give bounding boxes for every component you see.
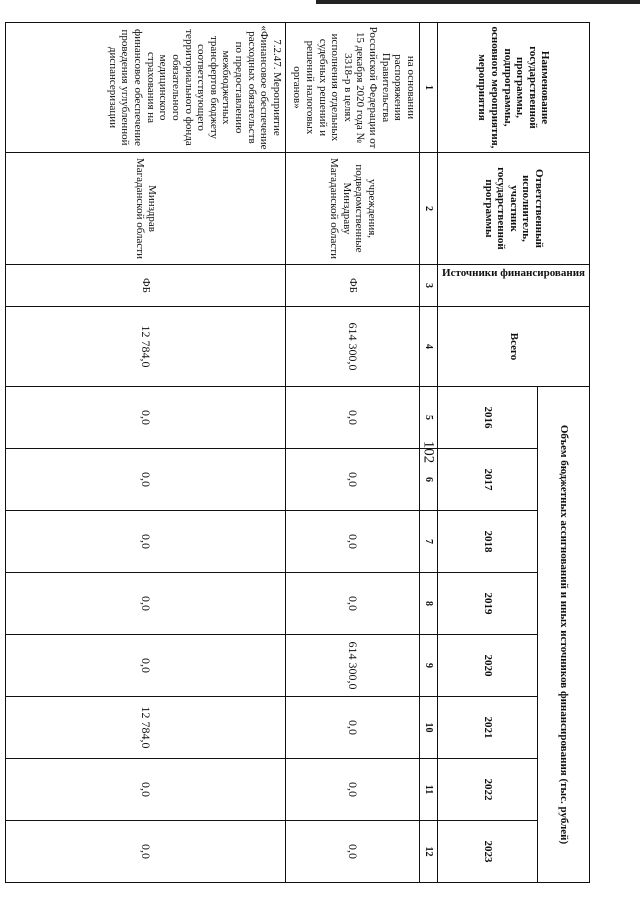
row-name-cell: на основании распоряжения Правительства Российской Федерации от 15 декабря 2020 года № 3318-р в целях исполнения отдельных судебных решений и решений налоговых органов» — [286, 23, 420, 153]
column-number-row — [420, 23, 438, 883]
column-number: 11 — [420, 759, 438, 821]
header-year: 2021 — [438, 697, 538, 759]
header-source-text: Источники финансирования — [442, 267, 585, 279]
header-year: 2022 — [438, 759, 538, 821]
header-total: Всего — [438, 307, 590, 387]
column-number: 2 — [420, 153, 438, 265]
row-name-cell: 7.2.47. Мероприятие «Финансовое обеспечение расходных обязательств по предоставлению межбюджетных трансфертов бюджету соответствующего территориального фонда обязательного медицинского страхования на финансовое обеспечение проведения углубленной диспансеризации — [6, 23, 286, 153]
column-number: 3 — [420, 265, 438, 307]
row-value-cell: 0,0 — [286, 511, 420, 573]
row-value-cell: 0,0 — [6, 821, 286, 883]
header-executor: Ответственный исполнитель, участник государственной программы — [438, 153, 590, 265]
financing-table — [5, 22, 590, 883]
header-row-group — [538, 23, 590, 883]
row-value-cell: 0,0 — [6, 387, 286, 449]
row-value-cell: 0,0 — [6, 759, 286, 821]
header-year: 2017 — [438, 449, 538, 511]
column-number: 6 — [420, 449, 438, 511]
row-total-cell: 614 300,0 — [286, 307, 420, 387]
header-year: 2016 — [438, 387, 538, 449]
row-value-cell: 12 784,0 — [6, 697, 286, 759]
row-value-cell: 0,0 — [286, 449, 420, 511]
row-value-cell: 0,0 — [286, 759, 420, 821]
row-value-cell: 0,0 — [286, 821, 420, 883]
column-number: 7 — [420, 511, 438, 573]
row-value-cell: 0,0 — [6, 511, 286, 573]
column-number: 12 — [420, 821, 438, 883]
column-number: 9 — [420, 635, 438, 697]
page-number: 102 — [420, 440, 437, 464]
header-source — [438, 265, 590, 307]
top-rule — [316, 0, 640, 4]
column-number: 10 — [420, 697, 438, 759]
header-name: Наименование государственной программы, подпрограммы, основного мероприятия, мероприятия — [438, 23, 590, 153]
row-value-cell: 0,0 — [286, 697, 420, 759]
row-value-cell: 614 300,0 — [286, 635, 420, 697]
row-value-cell: 0,0 — [286, 387, 420, 449]
column-number: 4 — [420, 307, 438, 387]
header-year: 2018 — [438, 511, 538, 573]
financing-table-container — [40, 22, 590, 882]
table-row — [286, 23, 420, 883]
row-total-cell: 12 784,0 — [6, 307, 286, 387]
row-source-cell: ФБ — [6, 265, 286, 307]
column-number: 5 — [420, 387, 438, 449]
row-executor-cell: Минздрав Магаданской области — [6, 153, 286, 265]
row-value-cell: 0,0 — [286, 573, 420, 635]
row-value-cell: 0,0 — [6, 635, 286, 697]
row-value-cell: 0,0 — [6, 449, 286, 511]
row-source-cell: ФБ — [286, 265, 420, 307]
table-row — [6, 23, 286, 883]
header-year: 2023 — [438, 821, 538, 883]
header-funding-group: Объем бюджетных ассигнований и иных источников финансирования (тыс. рублей) — [538, 387, 590, 883]
header-year: 2020 — [438, 635, 538, 697]
column-number: 1 — [420, 23, 438, 153]
header-year: 2019 — [438, 573, 538, 635]
row-executor-cell: учреждения, подведомственные Минздраву Магаданской области — [286, 153, 420, 265]
row-value-cell: 0,0 — [6, 573, 286, 635]
column-number: 8 — [420, 573, 438, 635]
